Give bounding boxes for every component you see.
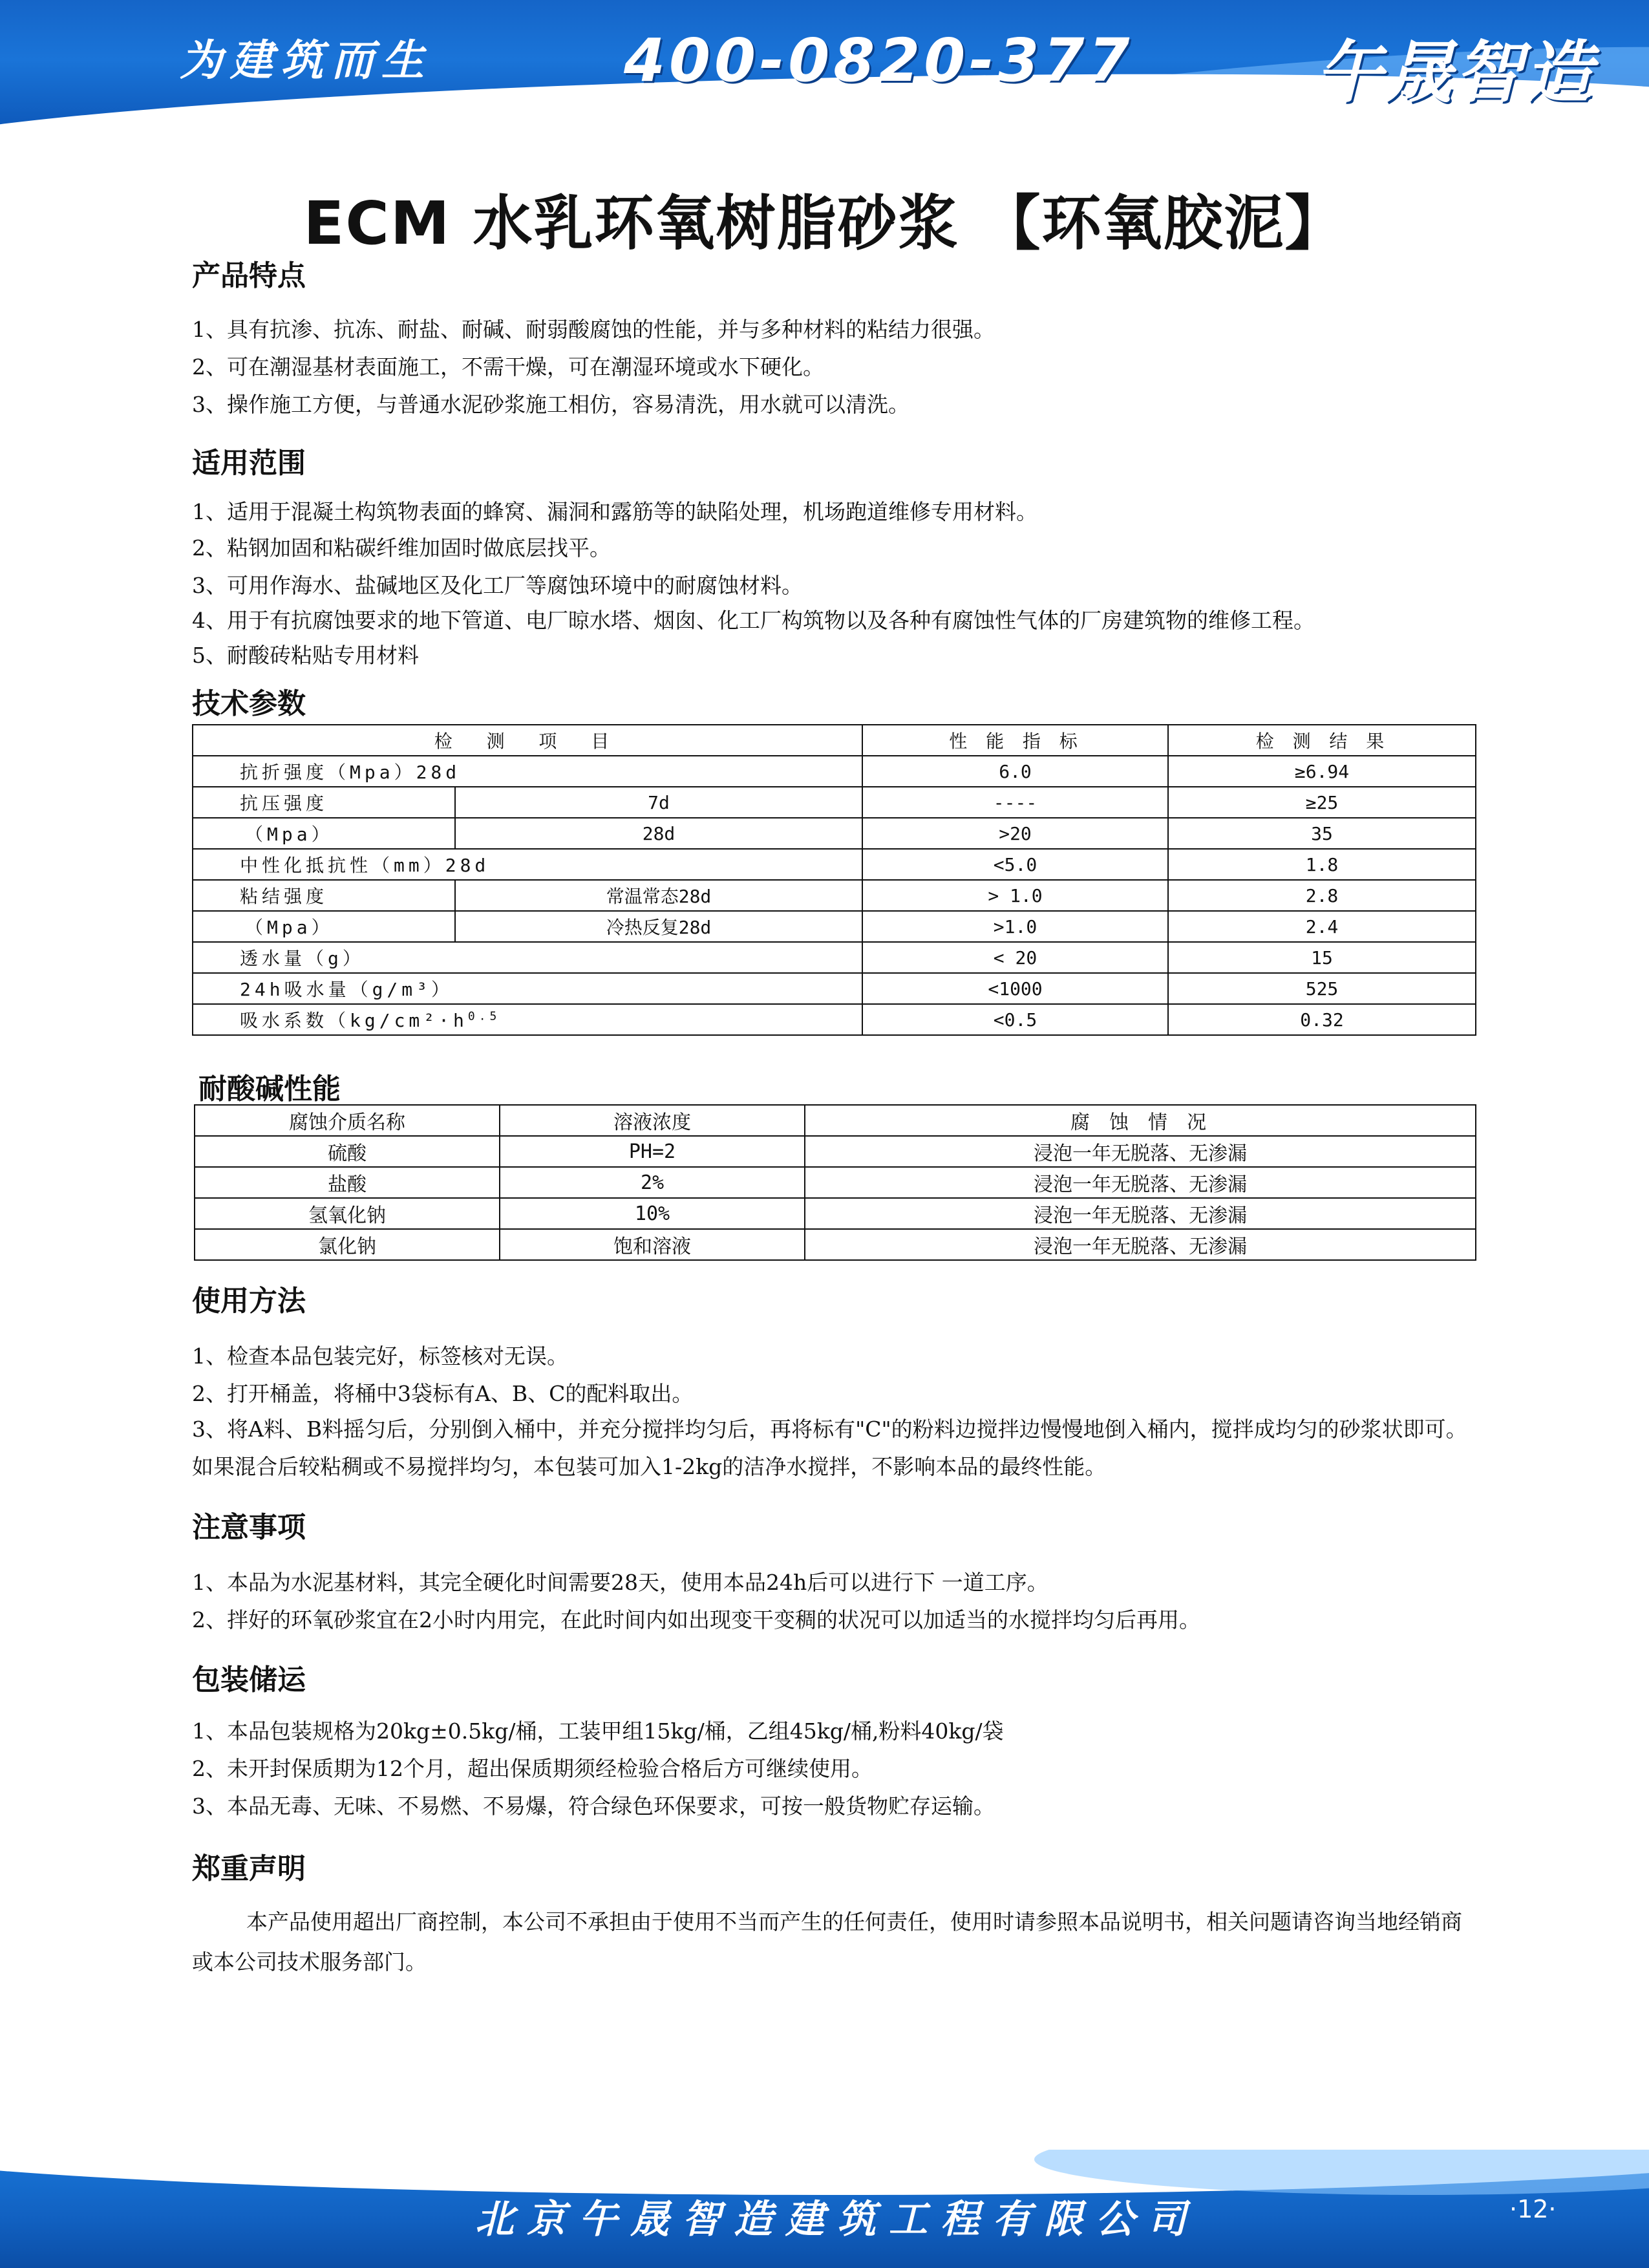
section-title-notes: 注意事项: [192, 1511, 306, 1544]
usage-item: 2、打开桶盖，将桶中3袋标有A、B、C的配料取出。: [192, 1381, 694, 1406]
usage-step3: 3、将A料、B料摇匀后，分别倒入桶中，并充分搅拌均匀后，再将标有"C"的粉料边搅拌边慢慢地倒入桶内，搅拌成均匀的砂浆状即可。如果混合后较粘稠或不易搅拌均匀，本包装可加入1-2kg的洁净水搅拌，不影响本品的最终性能。: [192, 1417, 1467, 1479]
table-cell-item: 透水量（g）: [193, 942, 862, 973]
table-cell-item-sup: 0.5: [467, 1009, 501, 1023]
table-row: [193, 818, 1476, 849]
table-row: [193, 787, 1476, 818]
table-cell-item: 抗折强度（Mpa）28d: [193, 756, 862, 787]
table-cell-spec: >1.0: [862, 911, 1168, 942]
table-row: [195, 1136, 1476, 1167]
table-header-cell: 性 能 指 标: [862, 725, 1168, 756]
table-cell-spec: <5.0: [862, 849, 1168, 880]
footer-banner: [0, 2150, 1649, 2268]
table-cell-spec: <1000: [862, 973, 1168, 1004]
table-row: [193, 880, 1476, 911]
page-number: ·12·: [1509, 2195, 1557, 2223]
tech-params-table: [192, 724, 1476, 1036]
feature-item: 3、操作施工方便，与普通水泥砂浆施工相仿，容易清洗，用水就可以清洗。: [192, 392, 910, 417]
scope-item: 4、用于有抗腐蚀要求的地下管道、电厂晾水塔、烟囱、化工厂构筑物以及各种有腐蚀性气体的厂房建筑物的维修工程。: [192, 608, 1315, 633]
note-item: 1、本品为水泥基材料，其完全硬化时间需要28天，使用本品24h后可以进行下 一道工序。: [192, 1570, 1048, 1595]
table-row: [193, 942, 1476, 973]
table-cell-result: 1.8: [1168, 849, 1476, 880]
header-banner: [0, 0, 1649, 133]
usage-item: 1、检查本品包装完好，标签核对无误。: [192, 1343, 568, 1369]
table-cell-status: 浸泡一年无脱落、无渗漏: [805, 1136, 1476, 1167]
scope-item: 1、适用于混凝土构筑物表面的蜂窝、漏洞和露筋等的缺陷处理，机场跑道维修专用材料。: [192, 499, 1037, 524]
table-cell-item: 中性化抵抗性（mm）28d: [193, 849, 862, 880]
table-cell-item: 24h吸水量（g/m³）: [193, 973, 862, 1004]
section-title-packing: 包装储运: [192, 1664, 306, 1696]
feature-item: 1、具有抗渗、抗冻、耐盐、耐碱、耐弱酸腐蚀的性能，并与多种材料的粘结力很强。: [192, 317, 995, 342]
table-cell-spec: 6.0: [862, 756, 1168, 787]
table-cell-spec: >20: [862, 818, 1168, 849]
header-slogan: 为建筑而生: [180, 35, 432, 85]
table-row: [195, 1167, 1476, 1198]
table-row: [193, 911, 1476, 942]
scope-item: 2、粘钢加固和粘碳纤维加固时做底层找平。: [192, 535, 611, 561]
table-header-row: [195, 1105, 1476, 1136]
scope-item: 3、可用作海水、盐碱地区及化工厂等腐蚀环境中的耐腐蚀材料。: [192, 573, 803, 598]
table-cell-spec: <0.5: [862, 1004, 1168, 1035]
table-cell-item: （Mpa）: [193, 911, 455, 942]
table-cell-sub: 冷热反复28d: [455, 911, 862, 942]
table-cell-spec: ----: [862, 787, 1168, 818]
section-title-acid: 耐酸碱性能: [198, 1073, 341, 1106]
table-cell-sub: 28d: [455, 818, 862, 849]
table-cell-sub: 常温常态28d: [455, 880, 862, 911]
section-title-scope: 适用范围: [192, 447, 306, 480]
header-phone: 400-0820-377: [624, 26, 1134, 95]
table-cell-item: 粘结强度: [193, 880, 455, 911]
disclaimer-text: 本产品使用超出厂商控制，本公司不承担由于使用不当而产生的任何责任，使用时请参照本品说明书，相关问题请咨询当地经销商或本公司技术服务部门。: [192, 1909, 1462, 1974]
table-cell-spec: > 1.0: [862, 880, 1168, 911]
table-cell-conc: 10%: [500, 1198, 805, 1229]
section-title-features: 产品特点: [192, 259, 306, 292]
note-item: 2、拌好的环氧砂浆宜在2小时内用完，在此时间内如出现变干变稠的状况可以加适当的水搅拌均匀后再用。: [192, 1607, 1200, 1632]
table-cell-name: 硫酸: [195, 1136, 500, 1167]
section-title-usage: 使用方法: [192, 1285, 306, 1318]
table-cell-conc: 2%: [500, 1167, 805, 1198]
table-row: [193, 973, 1476, 1004]
table-header-cell: 检 测 结 果: [1168, 725, 1476, 756]
table-cell-sub: 7d: [455, 787, 862, 818]
feature-item: 2、可在潮湿基材表面施工，不需干燥，可在潮湿环境或水下硬化。: [192, 354, 824, 380]
table-header-cell: 溶液浓度: [500, 1105, 805, 1136]
table-cell-result: 2.8: [1168, 880, 1476, 911]
table-cell-status: 浸泡一年无脱落、无渗漏: [805, 1198, 1476, 1229]
table-row: [193, 849, 1476, 880]
table-cell-item: （Mpa）: [193, 818, 455, 849]
packing-item: 2、未开封保质期为12个月，超出保质期须经检验合格后方可继续使用。: [192, 1756, 873, 1781]
table-cell-result: 35: [1168, 818, 1476, 849]
table-header-row: [193, 725, 1476, 756]
table-cell-item: 抗压强度: [193, 787, 455, 818]
table-header-cell: 腐 蚀 情 况: [805, 1105, 1476, 1136]
table-cell-item-text: 吸水系数（kg/cm²·h: [240, 1010, 468, 1031]
table-cell-result: ≥6.94: [1168, 756, 1476, 787]
acid-resistance-table: [194, 1104, 1476, 1261]
table-row: [195, 1198, 1476, 1229]
table-cell-item: [193, 1004, 862, 1035]
table-cell-status: 浸泡一年无脱落、无渗漏: [805, 1167, 1476, 1198]
table-row: [193, 1004, 1476, 1035]
table-cell-result: 2.4: [1168, 911, 1476, 942]
section-title-disclaimer: 郑重声明: [192, 1852, 306, 1885]
section-title-tech: 技术参数: [192, 687, 306, 720]
scope-item: 5、耐酸砖粘贴专用材料: [192, 643, 419, 668]
table-cell-name: 氯化钠: [195, 1229, 500, 1260]
brand-logo-text: 午晟智造: [1315, 32, 1595, 112]
table-row: [193, 756, 1476, 787]
table-header-cell: 检 测 项 目: [193, 725, 862, 756]
table-cell-name: 氢氧化钠: [195, 1198, 500, 1229]
table-cell-conc: 饱和溶液: [500, 1229, 805, 1260]
packing-item: 3、本品无毒、无味、不易燃、不易爆，符合绿色环保要求，可按一般货物贮存运输。: [192, 1793, 995, 1819]
table-header-cell: 腐蚀介质名称: [195, 1105, 500, 1136]
table-cell-result: 0.32: [1168, 1004, 1476, 1035]
table-cell-result: ≥25: [1168, 787, 1476, 818]
footer-company-name: 北京午晟智造建筑工程有限公司: [475, 2197, 1199, 2242]
packing-item: 1、本品包装规格为20kg±0.5kg/桶，工装甲组15kg/桶，乙组45kg/桶,粉料40kg/袋: [192, 1718, 1004, 1744]
page-title: ECM 水乳环氧树脂砂浆 【环氧胶泥】: [303, 189, 1346, 258]
table-row: [195, 1229, 1476, 1260]
table-cell-result: 525: [1168, 973, 1476, 1004]
table-cell-result: 15: [1168, 942, 1476, 973]
table-cell-status: 浸泡一年无脱落、无渗漏: [805, 1229, 1476, 1260]
table-cell-name: 盐酸: [195, 1167, 500, 1198]
table-cell-spec: < 20: [862, 942, 1168, 973]
table-cell-conc: PH=2: [500, 1136, 805, 1167]
